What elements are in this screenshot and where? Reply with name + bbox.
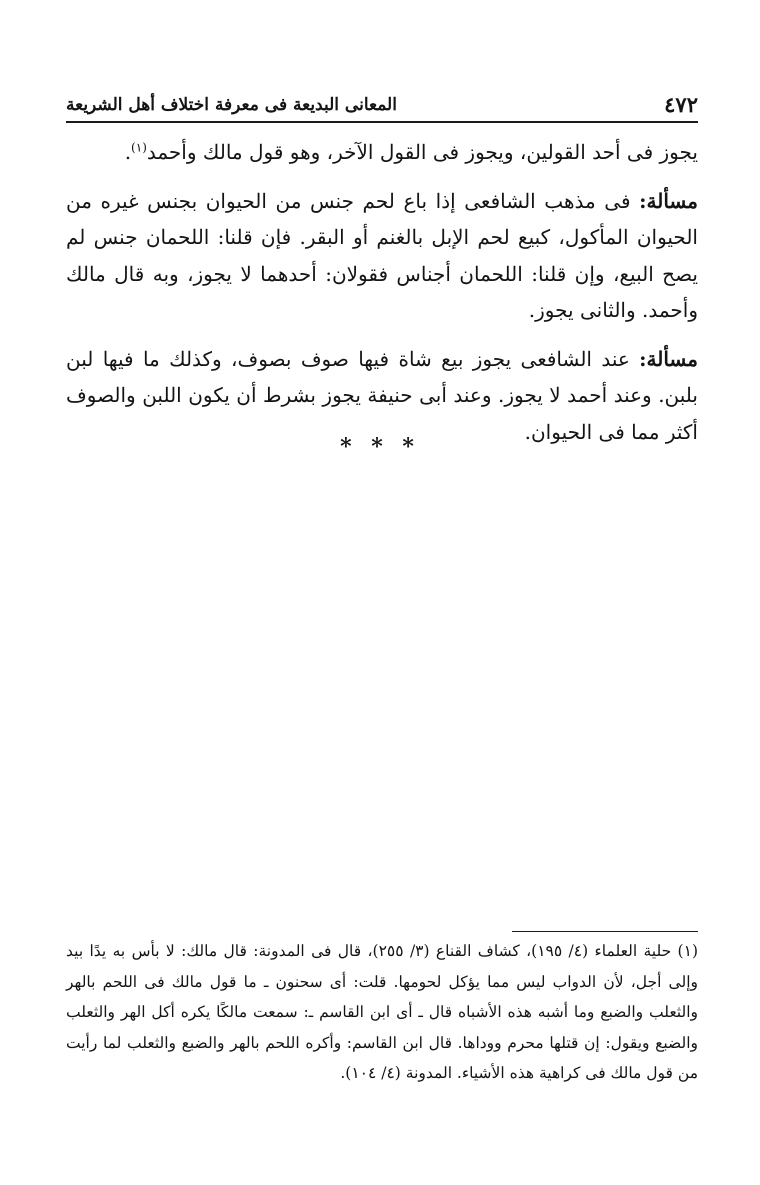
footnotes xyxy=(66,936,698,1089)
paragraph-text: يجوز فى أحد القولين، ويجوز فى القول الآخر، وهو قول مالك وأحمد xyxy=(146,140,698,164)
masala-term: مسألة: xyxy=(639,188,698,213)
section-separator: * * * xyxy=(340,434,420,460)
page-number: ٤٧٢ xyxy=(664,92,698,117)
running-title: المعانى البديعة فى معرفة اختلاف أهل الشريعة xyxy=(66,95,397,115)
footnote-rule xyxy=(512,931,698,932)
paragraph-tail: . xyxy=(124,140,132,164)
page-header xyxy=(66,92,698,118)
paragraph-continuation xyxy=(66,134,698,171)
paragraph-text: فى مذهب الشافعى إذا باع لحم جنس من الحيوان بجنس غيره من الحيوان المأكول، كبيع لحم الإبل بالغنم أو البقر. فإن قلنا: اللحمان جنس لم يصح البيع، وإن قلنا: اللحمان أجناس فقولان: أحدهما لا يجوز، وبه قال مالك وأحمد. والثانى يجوز. xyxy=(66,188,698,322)
main-text xyxy=(66,134,698,450)
paragraph-masala-meat xyxy=(66,183,698,329)
footnote-ref: (١) xyxy=(131,140,147,155)
header-rule xyxy=(66,121,698,123)
paragraph-text: عند الشافعى يجوز بيع شاة فيها صوف بصوف، وكذلك ما فيها لبن بلبن. وعند أحمد لا يجوز. وعند أبى حنيفة يجوز بشرط أن يكون اللبن والصوف أكثر مما فى الحيوان. xyxy=(66,346,698,444)
footnote-1: (١) حلية العلماء (٤/ ١٩٥)، كشاف القناع (٣/ ٢٥٥)، قال فى المدونة: قال مالك: لا بأس به يدًا بيد وإلى أجل، لأن الدواب ليس مما يؤكل لحومها. قلت: أى سحنون ـ ما قول مالك فى اللحم بالهر والثعلب والضبع وما أشبه هذه الأشباه قال ـ أى ابن القاسم ـ: سمعت مالكًا يكره أكل الهر والثعلب والضبع ويقول: إن قتلها محرم ووداها. قال ابن القاسم: وأكره اللحم بالهر والضبع والثعلب لما رأيت من قول مالك فى كراهية هذه الأشياء. المدونة (٤/ ١٠٤). xyxy=(66,942,698,1082)
masala-term: مسألة: xyxy=(639,346,698,371)
